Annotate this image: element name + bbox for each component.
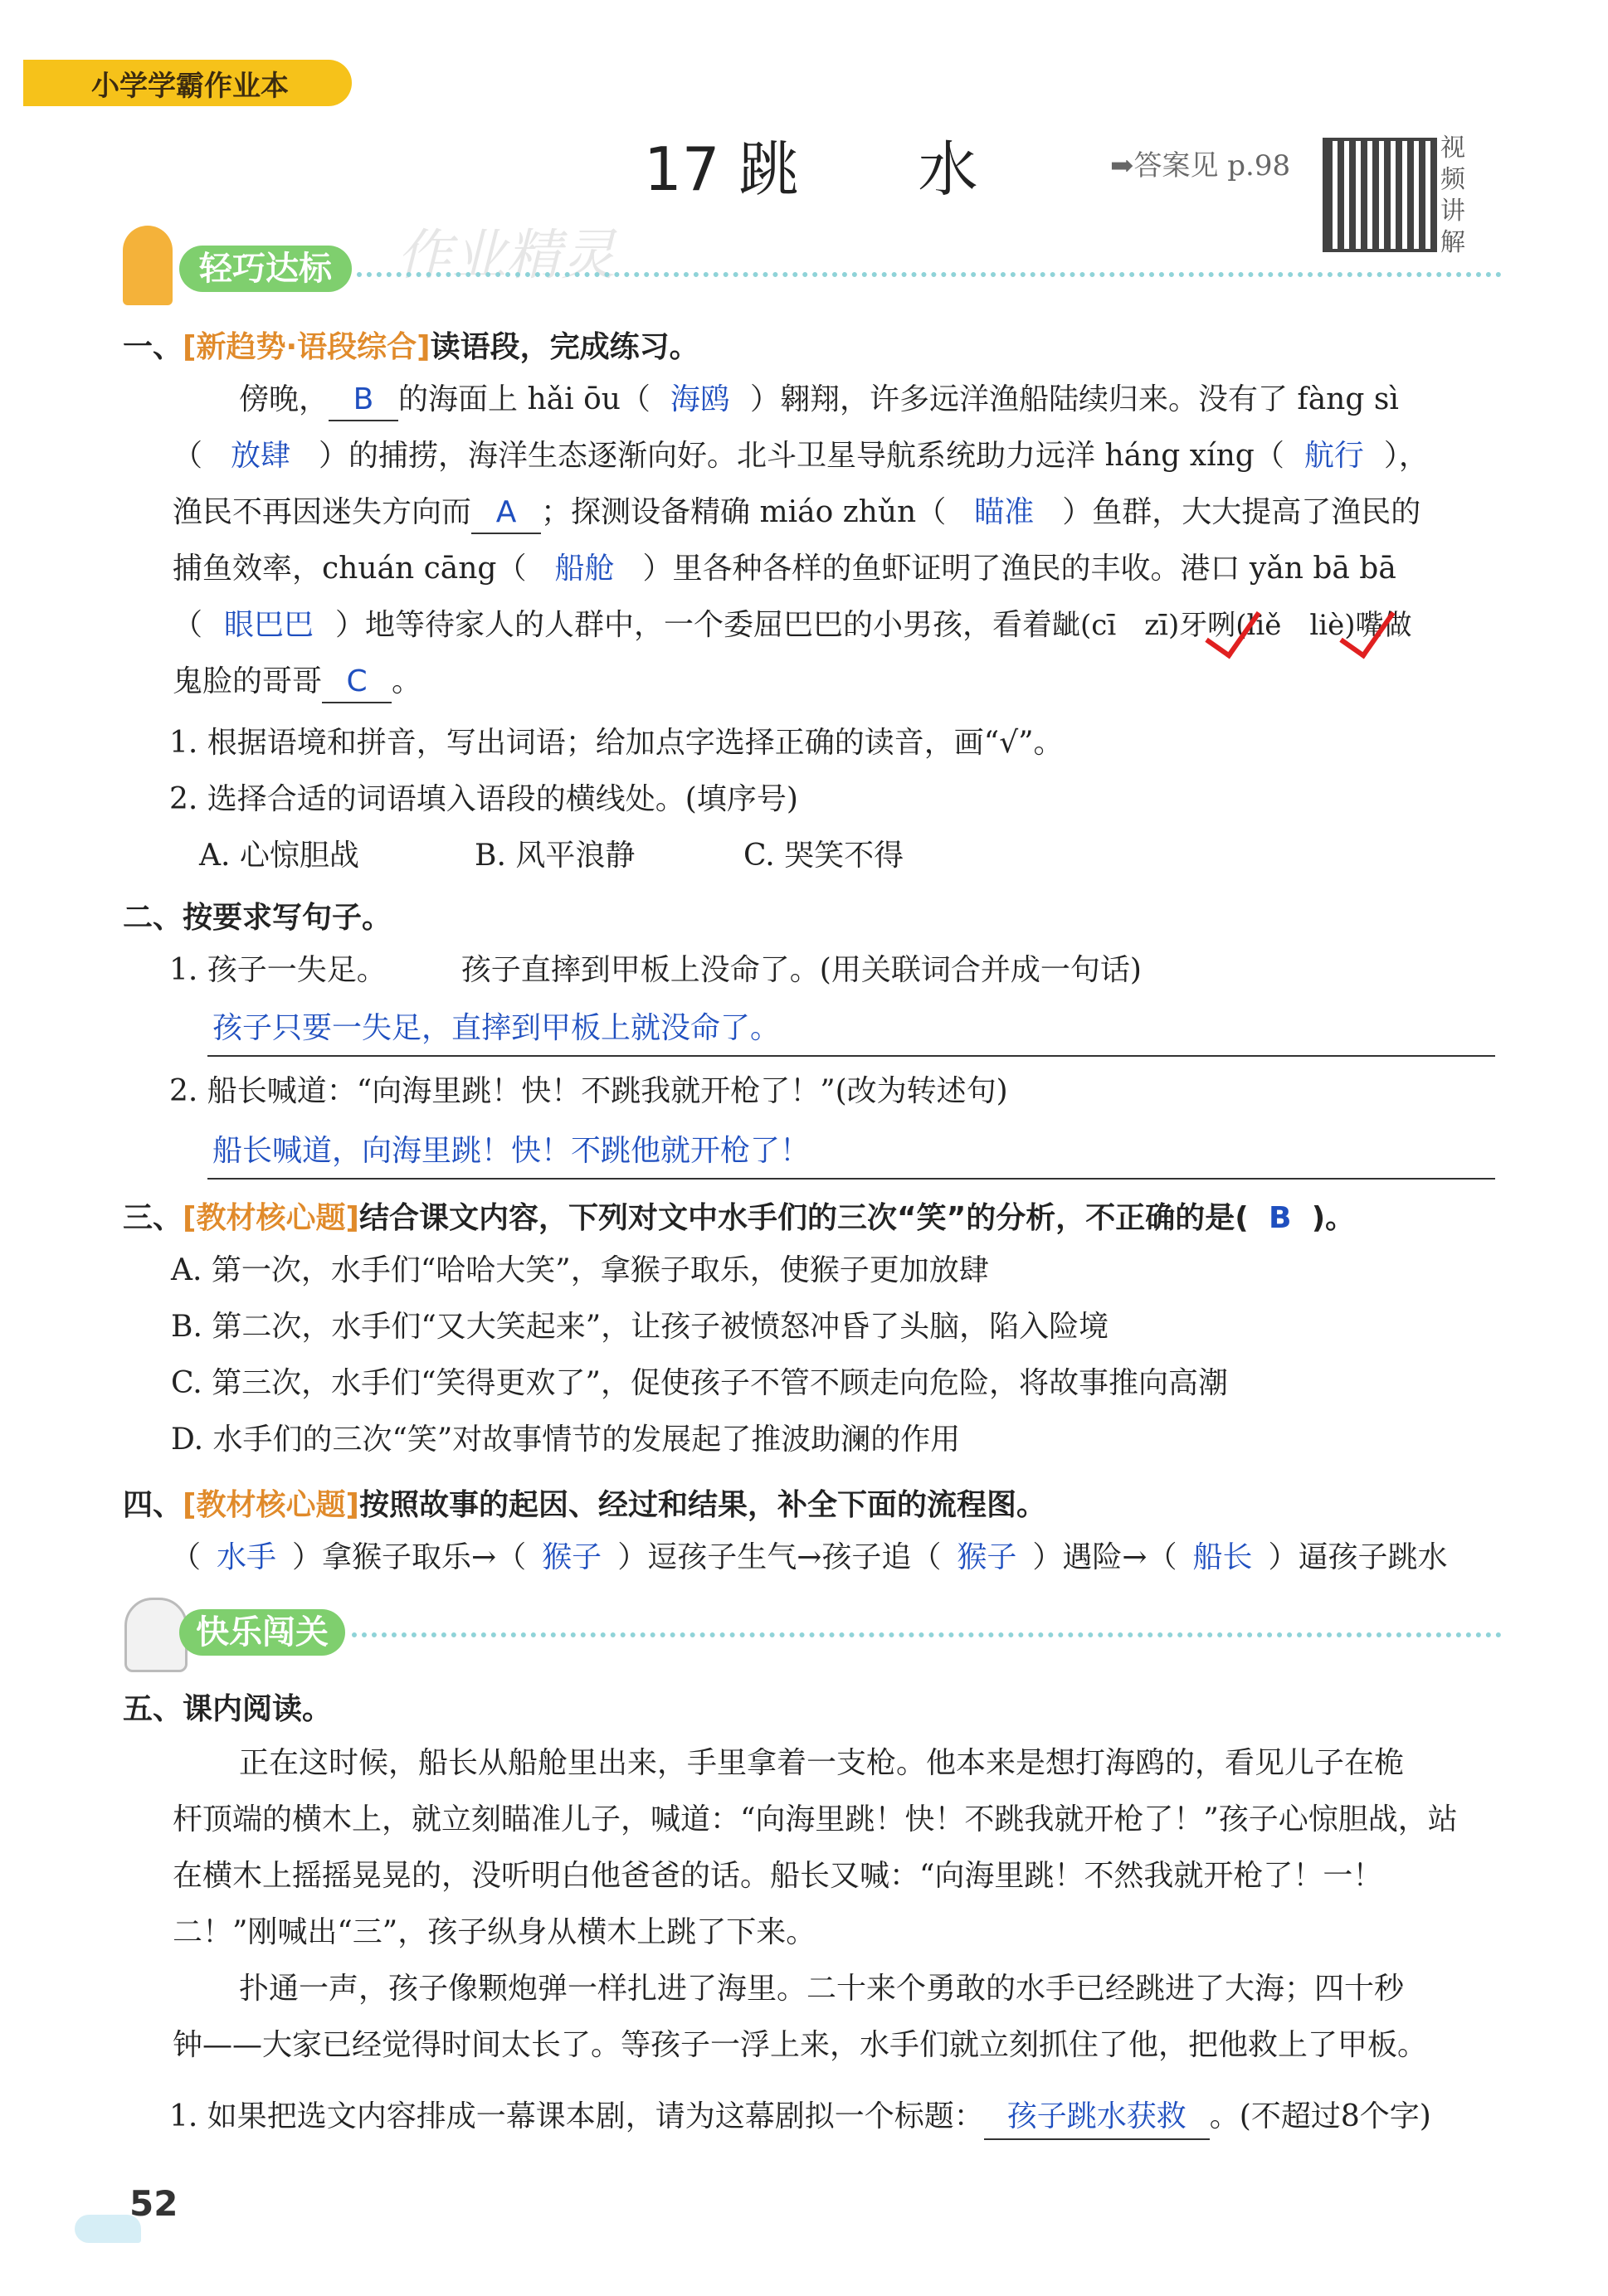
answer-line	[207, 1178, 1495, 1180]
video-label: 视频讲解	[1440, 134, 1465, 257]
section-divider	[352, 1632, 1502, 1637]
reading-line: 扑通一声，孩子像颗炮弹一样扎进了海里。二十来个勇敢的水手已经跳进了大海；四十秒	[239, 1972, 1405, 2006]
q4-heading: 四、[教材核心题]按照故事的起因、经过和结果，补全下面的流程图。	[123, 1488, 1046, 1522]
q4-tag: [教材核心题]	[183, 1488, 359, 1522]
q5-sub1: 1. 如果把选文内容排成一幕课本剧，请为这幕剧拟一个标题： 孩子跳水获救 。(不超过8个字)	[169, 2089, 1431, 2145]
q3-option-d: D. 水手们的三次“笑”对故事情节的发展起了推波助澜的作用	[171, 1423, 961, 1457]
q3-heading: 三、[教材核心题]结合课文内容，下列对文中水手们的三次“笑”的分析，不正确的是( B )。	[123, 1201, 1356, 1235]
flow-answer-3[interactable]: 猴子	[957, 1540, 1017, 1574]
reading-line: 正在这时候，船长从船舱里出来，手里拿着一支枪。他本来是想打海鸥的，看见儿子在桅	[239, 1746, 1405, 1780]
q1-sub1: 1. 根据语境和拼音，写出词语；给加点字选择正确的读音，画“√”。	[169, 726, 1064, 760]
reading-line: 二！”刚喊出“三”，孩子纵身从横木上跳了下来。	[173, 1915, 816, 1949]
dog-mascot-icon	[124, 1598, 188, 1672]
q2-sentence-1: 1. 孩子一失足。 孩子直摔到甲板上没命了。(用关联词合并成一句话)	[169, 953, 1142, 987]
option-c: C. 哭笑不得	[743, 839, 904, 873]
easy-badge: 轻巧达标	[179, 246, 352, 292]
happy-badge: 快乐闯关	[179, 1609, 345, 1656]
passage-line-5: （ 眼巴巴 ）地等待家人的人群中，一个委屈巴巴的小男孩，看着龇(cī zī)牙咧(liě liè)嘴做	[173, 597, 1517, 654]
answer-blank[interactable]: C	[322, 662, 392, 703]
q3-answer[interactable]: B	[1268, 1201, 1292, 1235]
answer-line	[207, 1055, 1495, 1057]
flow-answer-1[interactable]: 水手	[217, 1540, 277, 1574]
answer-blank[interactable]: A	[471, 493, 541, 534]
answer-yanbaba[interactable]: 眼巴巴	[224, 608, 314, 642]
flow-answer-4[interactable]: 船长	[1192, 1540, 1253, 1574]
q1-tag: [新趋势·语段综合]	[183, 330, 431, 364]
reading-line: 杆顶端的横木上，就立刻瞄准儿子，喊道：“向海里跳！快！不跳我就开枪了！”孩子心惊胆战，站	[173, 1802, 1458, 1836]
answer-chuancang[interactable]: 船舱	[554, 552, 615, 586]
q4-flowchart: （ 水手 ）拿猴子取乐→（ 猴子 ）逗孩子生气→孩子追（ 猴子 ）遇险→（ 船长 ）逼孩子跳水	[171, 1530, 1448, 1586]
q2-sentence-2: 2. 船长喊道：“向海里跳！快！不跳我就开枪了！”(改为转述句)	[169, 1074, 1008, 1108]
q5-heading: 五、课内阅读。	[123, 1692, 333, 1726]
passage-line-4: 捕鱼效率，chuán cāng（ 船舱 ）里各种各样的鱼虾证明了渔民的丰收。港口 yǎn bā bā	[173, 541, 1517, 597]
section-divider	[357, 272, 1502, 277]
option-b: B. 风平浪静	[475, 839, 636, 873]
q1-sub2: 2. 选择合适的词语填入语段的横线处。(填序号)	[169, 782, 798, 816]
reading-line: 钟——大家已经觉得时间太长了。等孩子一浮上来，水手们就立刻抓住了他，把他救上了甲板。	[173, 2028, 1428, 2062]
q1-passage	[173, 372, 1517, 710]
q2-answer-2[interactable]: 船长喊道，向海里跳！快！不跳他就开枪了！	[212, 1134, 811, 1168]
answer-miaozhun[interactable]: 瞄准	[974, 495, 1035, 529]
answer-hangxing[interactable]: 航行	[1303, 439, 1364, 473]
option-a: A. 心惊胆战	[199, 839, 359, 873]
reading-line: 在横木上摇摇晃晃的，没听明白他爸爸的话。船长又喊：“向海里跳！不然我就开枪了！一！	[173, 1859, 1383, 1893]
page-number: 52	[129, 2183, 178, 2224]
passage-line-3: 渔民不再因迷失方向而 A ；探测设备精确 miáo zhǔn（ 瞄准 ）鱼群，大大提高了渔民的	[173, 484, 1517, 541]
pencil-mascot-icon	[123, 226, 173, 305]
q2-answer-1[interactable]: 孩子只要一失足，直摔到甲板上就没命了。	[212, 1011, 781, 1045]
passage-line-6: 鬼脸的哥哥 C 。	[173, 654, 1517, 710]
q3-option-c: C. 第三次，水手们“笑得更欢了”，促使孩子不管不顾走向危险，将故事推向高潮	[171, 1366, 1228, 1400]
answer-blank[interactable]: B	[329, 380, 398, 421]
q5-answer-title[interactable]: 孩子跳水获救	[984, 2095, 1210, 2140]
answer-fangsi[interactable]: 放肆	[231, 439, 291, 473]
q3-tag: [教材核心题]	[183, 1201, 359, 1235]
pronunciation-choice[interactable]: 龇(cī zī)牙咧(liě liè)嘴做	[1052, 609, 1412, 642]
passage-line-2: （ 放肆 ）的捕捞，海洋生态逐渐向好。北斗卫星导航系统助力远洋 háng xíng（ 航行 ），	[173, 428, 1517, 484]
q3-option-b: B. 第二次，水手们“又大笑起来”，让孩子被愤怒冲昏了头脑，陷入险境	[171, 1310, 1109, 1344]
q2-heading: 二、按要求写句子。	[123, 901, 392, 935]
series-title: 小学学霸作业本	[91, 70, 289, 103]
passage-line-1: 傍晚， B 的海面上 hǎi ōu（ 海鸥 ）翱翔，许多远洋渔船陆续归来。没有了 fàng sì	[173, 372, 1517, 428]
lesson-title: 17 跳 水	[644, 134, 978, 204]
q5-reading	[173, 1735, 1517, 2074]
watermark: 作业精灵	[397, 223, 616, 287]
q3-option-a: A. 第一次，水手们“哈哈大笑”，拿猴子取乐，使猴子更加放肆	[171, 1253, 989, 1287]
answer-reference: ➡答案见 p.98	[1110, 149, 1291, 182]
q1-heading: 一、[新趋势·语段综合]读语段，完成练习。	[123, 330, 699, 364]
qr-code-icon[interactable]	[1323, 138, 1437, 252]
answer-haiou[interactable]: 海鸥	[670, 382, 730, 416]
flow-answer-2[interactable]: 猴子	[542, 1540, 602, 1574]
